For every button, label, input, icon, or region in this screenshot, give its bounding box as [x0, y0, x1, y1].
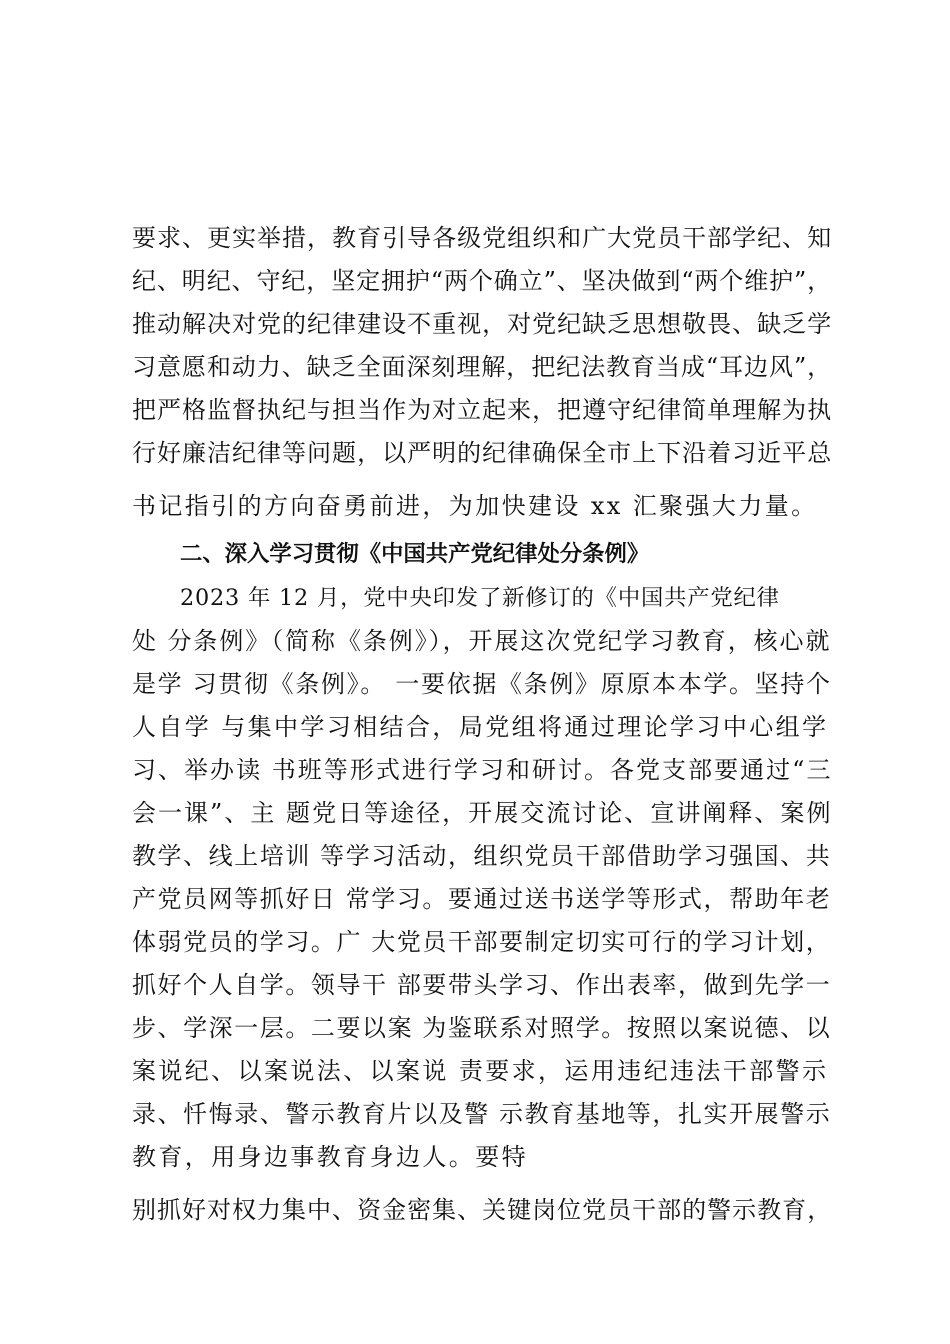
paragraph-2-line-3: 是学 习贯彻《条例》。 一要依据《条例》原原本本学。坚持个 — [132, 670, 832, 698]
paragraph-1-line-6: 行好廉洁纪律等问题，以严明的纪律确保全市上下沿着习近平总 — [132, 439, 833, 467]
paragraph-1-line-1: 要求、更实举措，教育引导各级党组织和广大党员干部学纪、知 — [132, 224, 833, 252]
paragraph-2-line-6: 会一课”、主 题党日等途径，开展交流讨论、宣讲阐释、案例 — [132, 799, 833, 827]
paragraph-1-line-2: 纪、明纪、守纪，坚定拥护“两个确立”、坚决做到“两个维护”， — [132, 267, 833, 295]
paragraph-3-line-1: 别抓好对权力集中、资金密集、关键岗位党员干部的警示教育， — [132, 1196, 833, 1224]
paragraph-2-line-10: 抓好个人自学。领导干 部要带头学习、作出表率，做到先学一 — [132, 971, 832, 999]
paragraph-2-line-9: 体弱党员的学习。广 大党员干部要制定切实可行的学习计划， — [132, 928, 832, 956]
paragraph-2-line-4: 人自学 与集中学习相结合，局党组将通过理论学习中心组学 — [132, 713, 829, 741]
paragraph-2-line-7: 教学、线上培训 等学习活动，组织党员干部借助学习强国、共 — [132, 842, 832, 870]
paragraph-2-line-5: 习、举办读 书班等形式进行学习和研讨。各党支部要通过“三 — [132, 756, 833, 784]
paragraph-2-line-11: 步、学深一层。二要以案 为鉴联系对照学。按照以案说德、以 — [132, 1014, 832, 1042]
paragraph-2-line-13: 录、忏悔录、警示教育片以及警 示教育基地等，扎实开展警示 — [132, 1100, 832, 1128]
section-heading: 二、深入学习贯彻《中国共产党纪律处分条例》 — [180, 541, 650, 567]
paragraph-2-line-14: 教育，用身边事教育身边人。要特 — [132, 1143, 528, 1171]
paragraph-1-line-5: 把严格监督执纪与担当作为对立起来，把遵守纪律简单理解为执 — [132, 396, 833, 424]
paragraph-1-line-7: 书记指引的方向奋勇前进，为加快建设 xx 汇聚强大力量。 — [132, 492, 818, 520]
paragraph-2-line-1: 2023 年 12 月，党中央印发了新修订的《中国共产党纪律 — [180, 585, 780, 611]
paragraph-1-line-3: 推动解决对党的纪律建设不重视，对党纪缺乏思想敬畏、缺乏学 — [132, 310, 833, 338]
paragraph-2-line-12: 案说纪、以案说法、以案说 责要求，运用违纪违法干部警示 — [132, 1057, 829, 1085]
paragraph-1-line-4: 习意愿和动力、缺乏全面深刻理解，把纪法教育当成“耳边风”， — [132, 353, 833, 381]
paragraph-2-line-8: 产党员网等抓好日 常学习。要通过送书送学等形式，帮助年老 — [132, 885, 832, 913]
paragraph-2-line-2: 处 分条例》（简称《条例》），开展这次党纪学习教育，核心就 — [132, 627, 832, 655]
